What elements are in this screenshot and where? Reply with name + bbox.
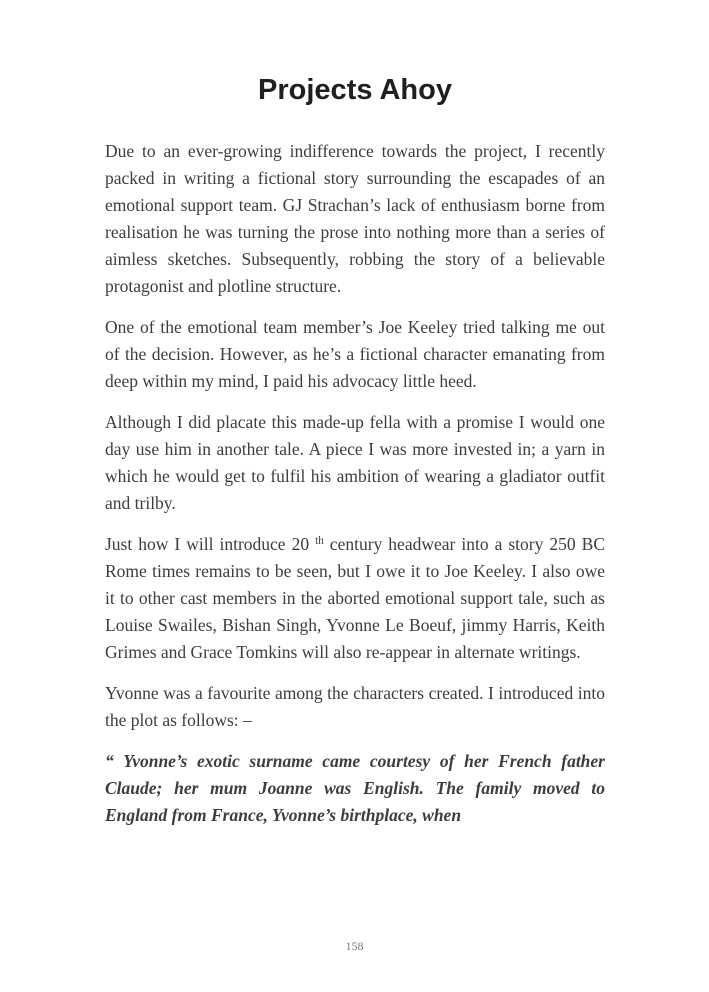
- paragraph-project-indifference: Due to an ever-growing indifference towards the project, I recently packed in writing a fictional story surrounding the escapades of an emotional support team. GJ Strachan’s lack of enthusiasm borne from realisation he was turning the prose into nothing more than a series of aimless sketches. Subsequently, robbing the story of a believable protagonist and plotline structure.: [105, 141, 605, 296]
- paragraph-headwear-cast: [105, 531, 605, 666]
- paragraph-headwear-after-superscript: century headwear into a story 250 BC Rome times remains to be seen, but I owe it to Joe Keeley. I also owe it to other cast members in the aborted emotional support tale, such as Louise Swailes, Bishan Singh, Yvonne Le Boeuf, jimmy Harris, Keith Grimes and Grace Tomkins will also re-appear in alternate writings.: [105, 534, 605, 662]
- page-title: Projects Ahoy: [258, 74, 452, 106]
- paragraph-placate-promise: Although I did placate this made-up fella with a promise I would one day use him in another tale. A piece I was more invested in; a yarn in which he would get to fulfil his ambition of wearing a gladiator outfit and trilby.: [105, 412, 605, 513]
- paragraph-joe-keeley: One of the emotional team member’s Joe Keeley tried talking me out of the decision. However, as he’s a fictional character emanating from deep within my mind, I paid his advocacy little heed.: [105, 317, 605, 391]
- paragraph-yvonne-favourite: Yvonne was a favourite among the characters created. I introduced into the plot as follows: –: [105, 683, 605, 730]
- superscript-th: th: [315, 534, 324, 547]
- paragraph-headwear-before-superscript: Just how I will introduce 20: [105, 534, 316, 554]
- paragraph-quote-yvonne-surname: “ Yvonne’s exotic surname came courtesy of her French father Claude; her mum Joanne was English. The family moved to England from France, Yvonne’s birthplace, when: [105, 751, 605, 825]
- page-number: 158: [345, 939, 364, 953]
